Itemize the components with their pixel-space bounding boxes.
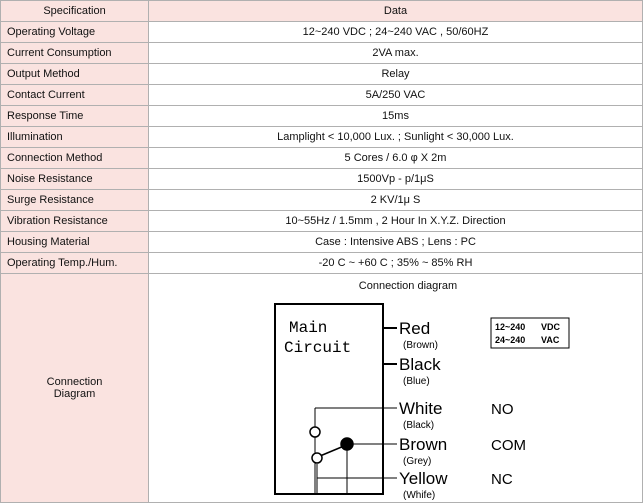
connection-diagram-graphic xyxy=(155,296,644,502)
row-value-noise-resistance: 1500Vp - p/1μS xyxy=(149,169,643,190)
row-label-contact-current: Contact Current xyxy=(1,85,149,106)
table-row xyxy=(1,253,643,274)
row-value-connection-method: 5 Cores / 6.0 φ X 2m xyxy=(149,148,643,169)
table-row xyxy=(1,85,643,106)
wire-sublabel-white: (Black) xyxy=(403,420,435,431)
row-value-illumination: Lamplight < 10,000 Lux. ; Sunlight < 30,000 Lux. xyxy=(149,127,643,148)
wire-label-white: White xyxy=(399,399,443,418)
wire-label-brown: Brown xyxy=(399,435,448,454)
row-label-connection-method: Connection Method xyxy=(1,148,149,169)
wire-sublabel-brown: (Grey) xyxy=(403,456,432,467)
row-value-vibration-resistance: 10~55Hz / 1.5mm , 2 Hour In X.Y.Z. Direction xyxy=(149,211,643,232)
wire-label-red: Red xyxy=(399,319,431,338)
supply-voltage-line2-left: 24~240 xyxy=(495,335,526,345)
row-label-vibration-resistance: Vibration Resistance xyxy=(1,211,149,232)
table-row xyxy=(1,190,643,211)
wire-sublabel-black: (Blue) xyxy=(403,376,430,387)
contact-terminal-nc xyxy=(312,453,322,463)
table-row xyxy=(1,169,643,190)
contact-terminal-no xyxy=(310,427,320,437)
wire-function-no: NO xyxy=(491,401,514,418)
row-value-contact-current: 5A/250 VAC xyxy=(149,85,643,106)
table-row xyxy=(1,106,643,127)
row-label-current-consumption: Current Consumption xyxy=(1,43,149,64)
row-label-illumination: Illumination xyxy=(1,127,149,148)
connection-diagram-label-line2: Diagram xyxy=(53,388,96,400)
wire-function-nc: NC xyxy=(491,471,513,488)
table-row xyxy=(1,148,643,169)
table-row xyxy=(1,64,643,85)
row-value-housing-material: Case : Intensive ABS ; Lens : PC xyxy=(149,232,643,253)
header-data: Data xyxy=(149,1,643,22)
row-label-output-method: Output Method xyxy=(1,64,149,85)
row-value-current-consumption: 2VA max. xyxy=(149,43,643,64)
supply-voltage-line2-right: VAC xyxy=(541,335,560,345)
row-label-surge-resistance: Surge Resistance xyxy=(1,190,149,211)
main-circuit-line2: Circuit xyxy=(284,339,352,357)
table-header-row xyxy=(1,1,643,22)
main-circuit-line1: Main xyxy=(289,319,328,337)
wire-sublabel-yellow: (Whife) xyxy=(403,490,436,501)
supply-voltage-line1-right: VDC xyxy=(541,322,561,332)
row-label-connection-diagram xyxy=(1,274,149,503)
row-value-operating-voltage: 12~240 VDC ; 24~240 VAC , 50/60HZ xyxy=(149,22,643,43)
supply-voltage-line1-left: 12~240 xyxy=(495,322,526,332)
connection-diagram-label-line1: Connection xyxy=(46,376,103,388)
row-label-response-time: Response Time xyxy=(1,106,149,127)
wire-label-black: Black xyxy=(399,355,441,374)
row-label-noise-resistance: Noise Resistance xyxy=(1,169,149,190)
row-label-housing-material: Housing Material xyxy=(1,232,149,253)
connection-diagram-cell xyxy=(149,274,643,503)
table-row xyxy=(1,43,643,64)
row-value-response-time: 15ms xyxy=(149,106,643,127)
row-value-output-method: Relay xyxy=(149,64,643,85)
row-value-surge-resistance: 2 KV/1μ S xyxy=(149,190,643,211)
header-specification: Specification xyxy=(1,1,149,22)
connection-diagram-wrapper xyxy=(155,274,644,502)
wire-label-yellow: Yellow xyxy=(399,469,448,488)
table-row xyxy=(1,211,643,232)
table-row xyxy=(1,22,643,43)
wire-function-com: COM xyxy=(491,437,526,454)
table-row xyxy=(1,127,643,148)
row-label-operating-voltage: Operating Voltage xyxy=(1,22,149,43)
contact-terminal-com xyxy=(341,438,353,450)
specification-table-body xyxy=(1,1,643,503)
table-row xyxy=(1,232,643,253)
row-value-operating-temp-hum: -20 C ~ +60 C ; 35% ~ 85% RH xyxy=(149,253,643,274)
connection-diagram-title: Connection diagram xyxy=(358,280,458,292)
connection-diagram-row xyxy=(1,274,643,503)
wire-sublabel-red: (Brown) xyxy=(403,340,439,351)
row-label-operating-temp-hum: Operating Temp./Hum. xyxy=(1,253,149,274)
